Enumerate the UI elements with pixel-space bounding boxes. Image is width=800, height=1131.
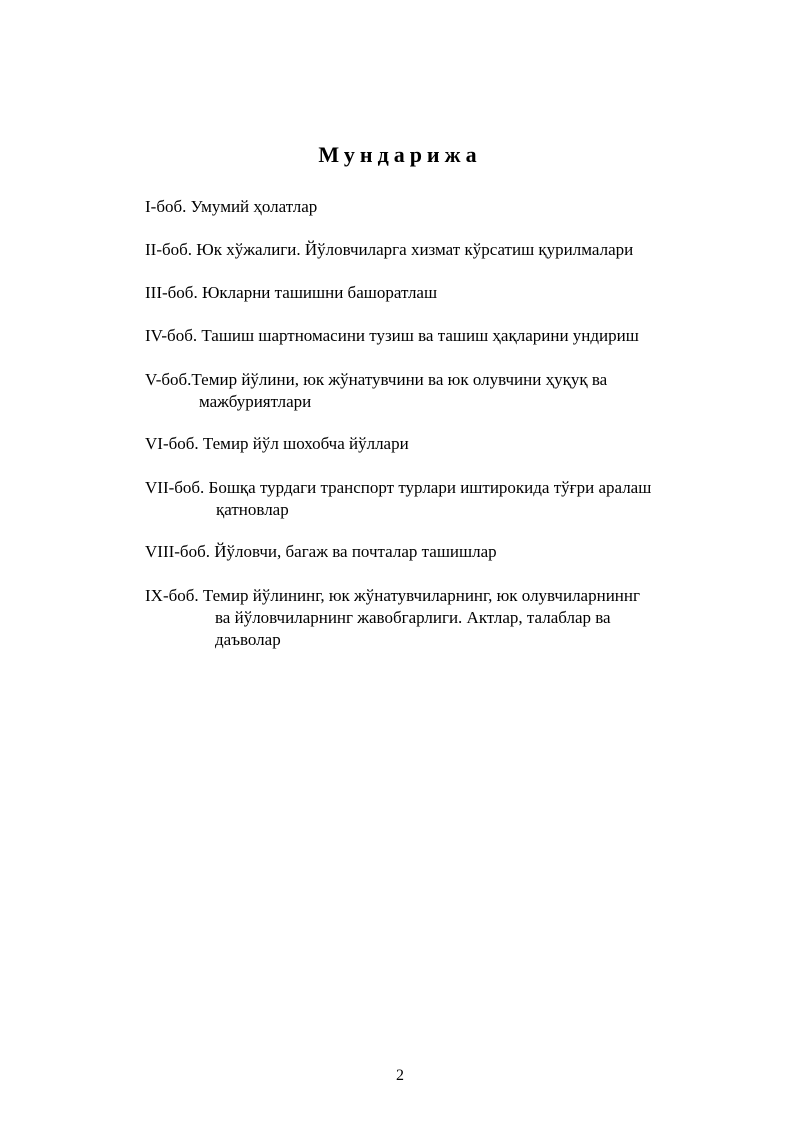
toc-line-continuation: мажбуриятлари [199, 392, 312, 411]
page-title: Мундарижа [318, 142, 482, 167]
toc-line: VII-боб. Бошқа турдаги транспорт турлари иштирокида тўғри аралаш [145, 478, 652, 497]
toc-line: II-боб. Юк хўжалиги. Йўловчиларга хизмат кўрсатиш қурилмалари [145, 240, 634, 259]
toc-line-continuation: ва йўловчиларнинг жавобгарлиги. Актлар, талаблар ва [215, 608, 611, 627]
toc-line: III-боб. Юкларни ташишни башоратлаш [145, 283, 438, 302]
toc-line-continuation: қатновлар [216, 500, 289, 519]
toc-line: IV-боб. Ташиш шартномасини тузиш ва ташиш ҳақларини ундириш [145, 326, 639, 345]
toc-line: IX-боб. Темир йўлининг, юк жўнатувчиларнинг, юк олувчиларниннг [145, 586, 640, 605]
page-number: 2 [396, 1067, 404, 1084]
toc-line: V-боб.Темир йўлини, юк жўнатувчини ва юк олувчини ҳуқуқ ва [145, 370, 608, 389]
toc-line-continuation: даъволар [215, 630, 281, 649]
toc-line: I-боб. Умумий ҳолатлар [145, 197, 318, 216]
toc-line: VI-боб. Темир йўл шохобча йўллари [145, 434, 409, 453]
toc-line: VIII-боб. Йўловчи, багаж ва почталар ташишлар [145, 542, 497, 561]
